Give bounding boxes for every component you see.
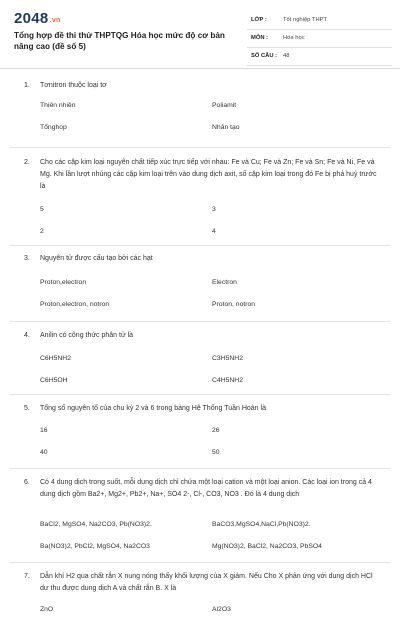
question-item <box>0 148 400 246</box>
meta-row-count <box>247 50 392 66</box>
question-number: 3. <box>24 255 30 262</box>
logo-text: 2048 <box>14 10 49 27</box>
meta-table <box>247 14 392 68</box>
question-number: 7. <box>24 573 30 580</box>
question-item <box>0 322 400 395</box>
meta-key: MÔN : <box>251 35 269 41</box>
answer-option[interactable]: Proton, notron <box>212 301 256 308</box>
question-text: Có 4 dung dịch trong suốt, mỗi dung dịch chỉ chứa một loại cation và một loại anion. Các loại ion trong cả 4 dung dịch gồm Ba2+, Mg2+, Pb2+, Na+, SO4 2-, Cl-, CO3, NO3 . Đó là 4 dung dịch <box>40 479 372 498</box>
answer-option[interactable]: Proton,electron, notron <box>40 301 110 308</box>
answer-option[interactable]: Proton,electron <box>40 279 87 286</box>
question-text: Cho các cặp kim loại nguyên chất tiếp xúc trực tiếp với nhau: Fe và Cu; Fe và Zn; Fe và Sn; Fe và Ni, Fe và Mg. Khi lần lượt nhúng các cặp kim loại trên vào dung dịch axit, số cặp kim loại trong đó Fe bị phá huỷ trước là <box>40 159 377 190</box>
answer-option[interactable]: ZnO <box>40 606 54 613</box>
page-header <box>0 0 400 62</box>
question-number: 2. <box>24 159 30 166</box>
meta-row-subject <box>247 32 392 48</box>
document-title: Tổng hợp đề thi thử THPTQG Hóa học mức độ cơ bản nâng cao (đề số 5) <box>14 31 225 51</box>
site-logo[interactable] <box>14 10 61 27</box>
meta-value: 48 <box>283 53 290 59</box>
question-text: Tơnitron thuộc loại tơ <box>40 82 107 89</box>
answer-option[interactable]: 5 <box>40 206 44 213</box>
question-text: Nguyên tử được cấu tạo bởi các hạt <box>40 255 153 262</box>
answer-option[interactable]: Thiên nhiên <box>40 102 76 109</box>
answer-option[interactable]: 16 <box>40 427 48 434</box>
question-text: Anilin có công thức phân tử là <box>40 332 134 339</box>
answer-option[interactable]: Mg(NO3)2, BaCl2, Na2CO3, PbSO4 <box>212 543 322 550</box>
question-item <box>0 563 400 627</box>
answer-option[interactable]: Al2O3 <box>212 606 231 613</box>
question-item <box>0 70 400 148</box>
question-number: 6. <box>24 479 30 486</box>
logo-suffix: .vn <box>49 17 61 24</box>
answer-option[interactable]: 2 <box>40 228 44 235</box>
answer-option[interactable]: 4 <box>212 228 216 235</box>
answer-option[interactable]: 3 <box>212 206 216 213</box>
question-text: Tổng số nguyên tố của chu kỳ 2 và 6 trong bảng Hệ Thống Tuần Hoàn là <box>40 405 266 412</box>
answer-option[interactable]: C6H5OH <box>40 377 68 384</box>
answer-option[interactable]: C3H5NH2 <box>212 355 243 362</box>
question-list <box>0 70 400 627</box>
question-text: Dẫn khí H2 qua chất rắn X nung nóng thấy khối lượng của X giảm. Nếu Cho X phản ứng với dung dịch HCl dư thu được dung dịch A và chất rắn B. X là <box>40 573 373 592</box>
meta-value: Hóa học <box>283 35 305 41</box>
answer-option[interactable]: C4H5NH2 <box>212 377 243 384</box>
header-divider <box>0 68 400 69</box>
answer-option[interactable]: 40 <box>40 449 48 456</box>
answer-option[interactable]: BaCl2, MgSO4, Na2CO3, Pb(NO3)2. <box>40 521 152 528</box>
meta-key: SỐ CÂU : <box>251 53 278 59</box>
meta-key: LỚP : <box>251 17 267 23</box>
meta-value: Tốt nghiệp THPT <box>283 17 328 23</box>
question-item <box>0 246 400 322</box>
answer-option[interactable]: Nhân tạo <box>212 124 240 131</box>
question-number: 4. <box>24 332 30 339</box>
answer-option[interactable]: Ba(NO3)2, PbCl2, MgSO4, Na2CO3 <box>40 543 150 550</box>
answer-option[interactable]: BaCO3,MgSO4,NaCl,Pb(NO3)2. <box>212 521 311 528</box>
answer-option[interactable]: 50 <box>212 449 220 456</box>
meta-row-class <box>247 14 392 30</box>
question-item <box>0 395 400 469</box>
question-number: 1. <box>24 82 30 89</box>
answer-option[interactable]: Poliamit <box>212 102 237 109</box>
question-number: 5. <box>24 405 30 412</box>
answer-option[interactable]: 26 <box>212 427 220 434</box>
answer-option[interactable]: Tổnghop <box>40 124 67 131</box>
answer-option[interactable]: C6H5NH2 <box>40 355 71 362</box>
question-item <box>0 469 400 563</box>
answer-option[interactable]: Electron <box>212 279 237 286</box>
